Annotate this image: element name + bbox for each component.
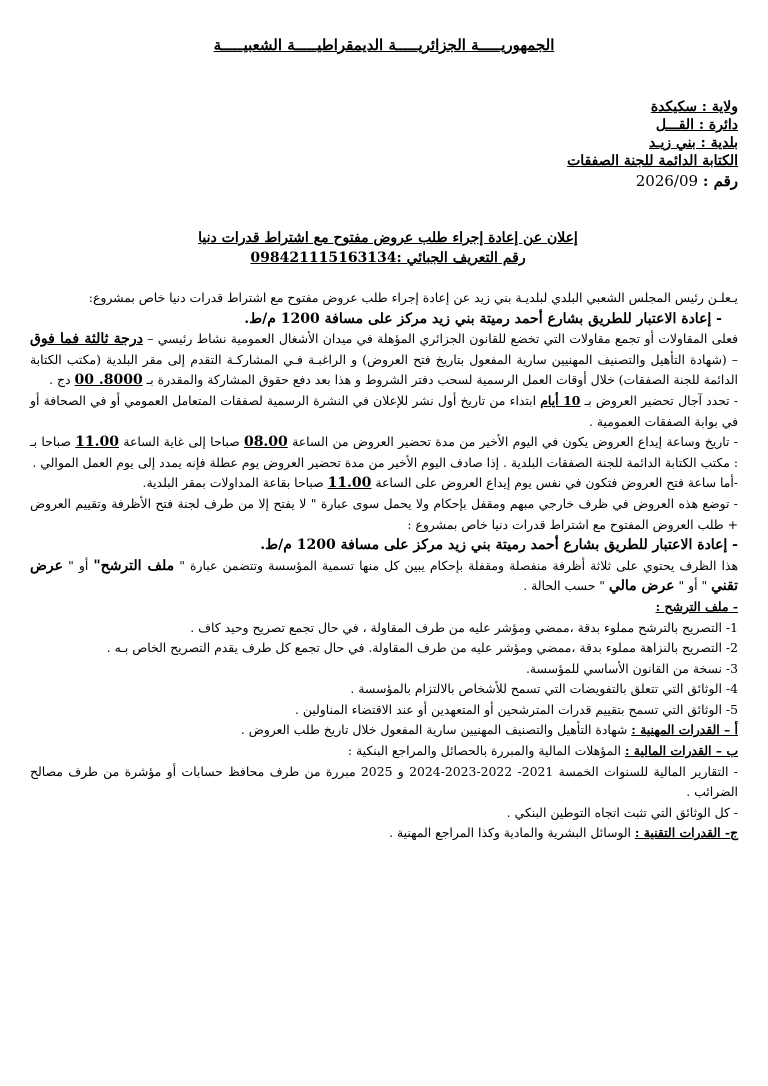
- professional-capacity-label: أ – القدرات المهنية :: [631, 722, 738, 738]
- commune-line: بلدية : بني زيـد: [649, 135, 738, 151]
- financial-offer-label: عرض مالي: [608, 578, 675, 595]
- list-item: 2- التصريح بالنزاهة مملوء بدقة ،ممضي ومؤشر عليه من طرف المقاولة. في حال تجمع كل طرف يقدم التصريح الخاص بـه .: [106, 640, 738, 656]
- title-line-2: رقم التعريف الجبائي :098421115163134: [250, 250, 526, 266]
- republic-header: الجمهوريـــــة الجزائريـــــة الديمقراطيـــــة الشعبيـــــة: [213, 36, 555, 54]
- reference-value: 2026/09: [635, 172, 699, 190]
- technical-capacity-label: ج- القدرات التقنية :: [634, 825, 738, 841]
- list-item: - كل الوثائق التي تثبت اتجاه التوطين البنكي .: [506, 804, 738, 820]
- candidacy-file-label: ملف الترشح": [93, 557, 175, 574]
- list-item: 3- نسخة من القانون الأساسي للمؤسسة.: [525, 660, 738, 676]
- technical-offer-label: عرض تقني: [30, 557, 738, 595]
- candidacy-file-heading: - ملف الترشح :: [655, 598, 738, 614]
- announcement-title: [178, 228, 598, 268]
- deadline-paragraph: - تحدد آجال تحضير العروض بـ 10 أيام ابتداء من تاريخ أول نشر للإعلان في النشرة الرسمية لصفقات المتعامل العمومي أو في الصحافة أو في بوابة الصفقات العمومية .: [30, 392, 738, 429]
- list-item: - التقارير المالية للسنوات الخمسة 2021- 2022-2023-2024 و 2025 مبررة من طرف محافظ حسابات أو مؤشرة من طرف مصالح الضرائب .: [30, 763, 738, 800]
- opening-time: 11.00: [327, 475, 372, 492]
- submission-start-time: 08.00: [243, 434, 288, 451]
- envelopes-content-paragraph: هذا الظرف يحتوي على ثلاثة أظرفة منفصلة ومقفلة بإحكام يبين كل منها تسمية المؤسسة وتتضمن عبارة " ملف الترشح" أو " عرض تقني " أو " عرض مالي " حسب الحالة .: [30, 557, 738, 595]
- submission-paragraph: - تاريخ وساعة إيداع العروض يكون في اليوم الأخير من مدة تحضير العروض من الساعة 08.00 صباحا إلى غاية الساعة 11.00 صباحا بـ : مكتب الكتابة الدائمة للجنة الصفقات البلدية . إذا صادف اليوم الأخير من مدة تحضير العروض يوم عطلة فإنه يمدد إلى يوم العمل الموالي .: [30, 434, 738, 470]
- list-item: 4- الوثائق التي تتعلق بالتفويضات التي تسمح للأشخاص بالالتزام بالمؤسسة .: [350, 681, 738, 697]
- financial-capacity: ب – القدرات المالية : المؤهلات المالية والمبررة بالحصائل والمراجع البنكية :: [347, 743, 738, 759]
- intro-paragraph: يـعلـن رئيس المجلس الشعبي البلدي لبلديـة بني زيد عن إعادة إجراء طلب عروض مفتوح مع اشتراط قدرات دنيا خاص بمشروع:: [88, 290, 738, 305]
- list-item: 1- التصريح بالترشح مملوء بدقة ،ممضي ومؤشر عليه من طرف المقاولة ، في حال تجمع تصريح وحيد كاف .: [190, 619, 738, 635]
- daira-line: دائرة : القـــل: [655, 117, 738, 133]
- reference-number: [418, 172, 738, 190]
- reference-label: رقم :: [702, 172, 738, 190]
- secretariat-line: الكتابة الدائمة للجنة الصفقات: [567, 153, 738, 169]
- project-title-repeat: - إعادة الاعتبار للطريق بشارع أحمد رميتة بني زيد مركز على مسافة 1200 م/ط.: [260, 537, 738, 554]
- administration-block: [418, 98, 738, 190]
- list-item: 5- الوثائق التي تسمح بتقييم قدرات المترشحين أو المتعهدين أو عند الاقتضاء المناولين .: [294, 701, 738, 717]
- announcement-body: [30, 288, 738, 844]
- degree-requirement: درجة ثالثة فما فوق: [30, 331, 143, 348]
- eligibility-paragraph: فعلى المقاولات أو تجمع مقاولات التي تخضع للقانون الجزائري المؤهلة في ميدان الأشغال العمومية نشاط رئيسي – درجة ثالثة فما فوق – (شهادة التأهيل والتصنيف المهنيين سارية المفعول بتاريخ فتح العروض) و الراغبـة فـي المشاركـة التقدم إلى مقر البلدية (مكتب الكتابة الدائمة للجنة الصفقات) خلال أوقات العمل الرسمية لسحب دفتر الشروط و هذا بعد دفع حقوق المشاركة والمقدرة بـ 8000. 00 دج .: [30, 331, 738, 389]
- participation-fee: 8000. 00: [74, 372, 143, 389]
- financial-capacity-label: ب – القدرات المالية :: [624, 743, 738, 759]
- professional-capacity: أ – القدرات المهنية : شهادة التأهيل والتصنيف المهنيين سارية المفعول خلال تاريخ طلب العروض .: [240, 722, 738, 738]
- envelope-paragraph: - توضع هذه العروض في ظرف خارجي مبهم ومقفل بإحكام ولا يحمل سوى عبارة " لا يفتح إلا من طرف لجنة فتح الأظرفة وتقييم العروض + طلب العروض المفتوح مع اشتراط قدرات دنيا خاص بمشروع :: [30, 495, 738, 532]
- technical-capacity: ج- القدرات التقنية : الوسائل البشرية والمادية وكذا المراجع المهنية .: [389, 825, 738, 841]
- project-title: - إعادة الاعتبار للطريق بشارع أحمد رميتة بني زيد مركز على مسافة 1200 م/ط.: [244, 310, 722, 327]
- wilaya-line: ولاية : سكيكدة: [650, 99, 738, 115]
- submission-end-time: 11.00: [75, 434, 119, 451]
- title-line-1: إعلان عن إعادة إجراء طلب عروض مفتوح مع اشتراط قدرات دنيا: [198, 230, 578, 246]
- preparation-days: 10 أيام: [540, 392, 581, 408]
- opening-paragraph: -أما ساعة فتح العروض فتكون في نفس يوم إيداع العروض على الساعة 11.00 صباحا بقاعة المداولات بمقر البلدية.: [142, 475, 738, 492]
